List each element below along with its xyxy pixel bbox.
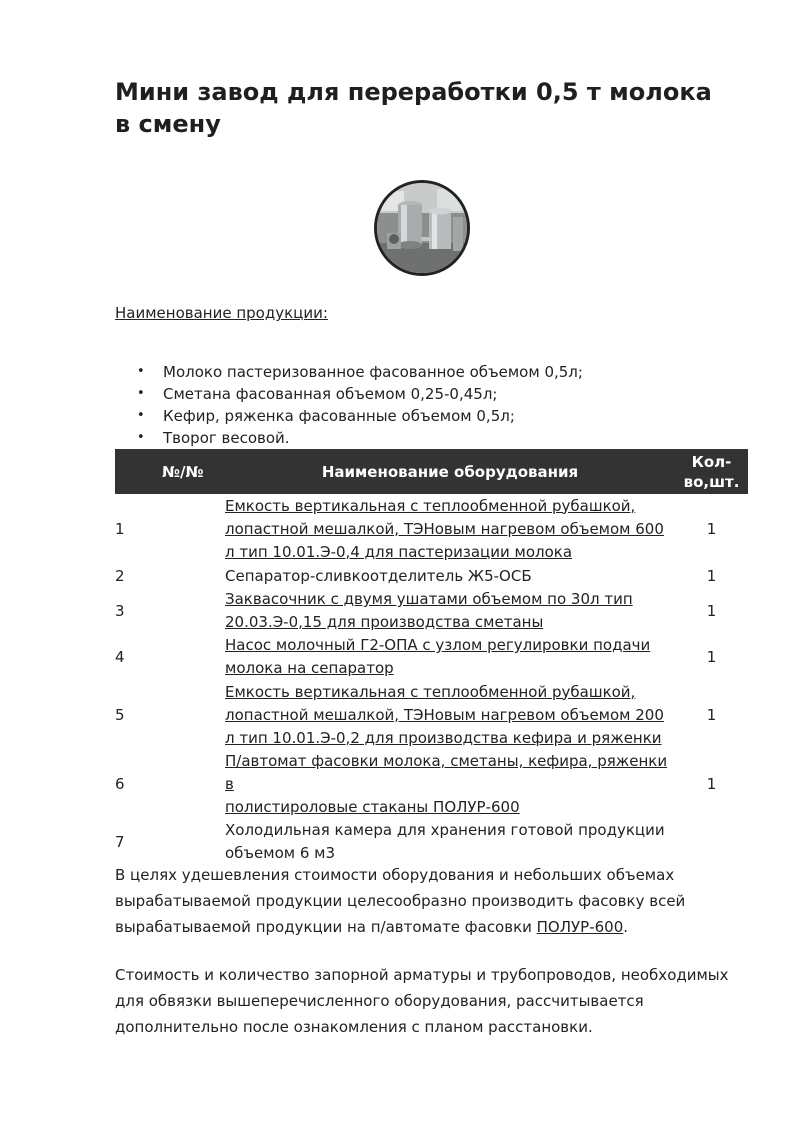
row-number: 6 <box>115 775 125 793</box>
row-quantity: 1 <box>706 519 717 538</box>
equipment-name-link[interactable]: Насос молочный Г2-ОПА с узлом регулировки подачи молока на сепаратор <box>225 636 651 677</box>
row-quantity: 1 <box>706 601 717 620</box>
bullet-icon: • <box>137 430 145 445</box>
row-quantity: 1 <box>706 775 717 793</box>
table-row <box>115 634 748 680</box>
row-quantity: 1 <box>706 647 717 666</box>
page-title: Мини завод для переработки 0,5 т молока в смену <box>115 78 712 138</box>
row-quantity <box>675 819 748 865</box>
bullet-icon: • <box>137 408 145 423</box>
paragraph-packaging-note: В целях удешевления стоимости оборудования и небольших объемах вырабатываемой продукции целесообразно производить фасовку всей вырабатываемой продукции на п/автомате фасовки ПОЛУР-600. <box>115 866 686 936</box>
products-heading: Наименование продукции: <box>115 304 328 322</box>
table-row <box>115 819 748 865</box>
column-header-name: Наименование оборудования <box>321 462 579 481</box>
products-list <box>115 361 583 449</box>
bullet-icon: • <box>137 386 145 401</box>
row-number: 1 <box>115 519 125 538</box>
equipment-name: Сепаратор-сливкоотделитель Ж5-ОСБ <box>225 566 532 585</box>
paragraph-cost-note: Стоимость и количество запорной арматуры и трубопроводов, необходимых для обвязки вышеперечисленного оборудования, рассчитывается дополнительно после ознакомления с планом расстановки. <box>115 966 729 1036</box>
equipment-name-link[interactable]: П/автомат фасовки молока, сметаны, кефира, ряженки в полистироловые стаканы ПОЛУР-600 <box>225 752 668 816</box>
equipment-name-link[interactable]: Емкость вертикальная с теплообменной рубашкой, лопастной мешалкой, ТЭНовым нагревом объемом 600 л тип 10.01.Э-0,4 для пастеризации молока <box>225 496 664 561</box>
equipment-table <box>115 449 748 865</box>
column-header-number: №/№ <box>162 462 204 481</box>
list-item: • Творог весовой. <box>137 429 290 447</box>
row-number: 7 <box>115 832 125 851</box>
row-number: 2 <box>115 566 125 585</box>
table-row <box>115 680 748 750</box>
table-row <box>115 750 748 819</box>
row-quantity: 1 <box>706 705 717 724</box>
list-item: • Кефир, ряженка фасованные объемом 0,5л; <box>137 407 515 425</box>
equipment-name-link[interactable]: Емкость вертикальная с теплообменной рубашкой, лопастной мешалкой, ТЭНовым нагревом объемом 200 л тип 10.01.Э-0,2 для производства кефира и ряженки <box>225 682 664 747</box>
dairy-equipment-image <box>377 183 467 273</box>
table-row <box>115 564 748 588</box>
bullet-icon: • <box>137 364 145 379</box>
table-row <box>115 588 748 634</box>
row-quantity: 1 <box>706 566 717 585</box>
polur-600-link[interactable]: ПОЛУР-600 <box>536 918 624 936</box>
row-number: 4 <box>115 647 125 666</box>
column-header-quantity: Кол- во,шт. <box>683 452 740 491</box>
row-number: 5 <box>115 705 125 724</box>
equipment-name: Холодильная камера для хранения готовой продукции объемом 6 м3 <box>225 821 665 862</box>
equipment-photo <box>374 180 470 276</box>
table-row <box>115 494 748 564</box>
list-item: • Сметана фасованная объемом 0,25-0,45л; <box>137 385 498 403</box>
list-item: • Молоко пастеризованное фасованное объемом 0,5л; <box>137 363 583 381</box>
equipment-name-link[interactable]: Заквасочник с двумя ушатами объемом по 30л тип 20.03.Э-0,15 для производства сметаны <box>225 590 633 631</box>
row-number: 3 <box>115 601 125 620</box>
table-header-row <box>115 449 748 494</box>
